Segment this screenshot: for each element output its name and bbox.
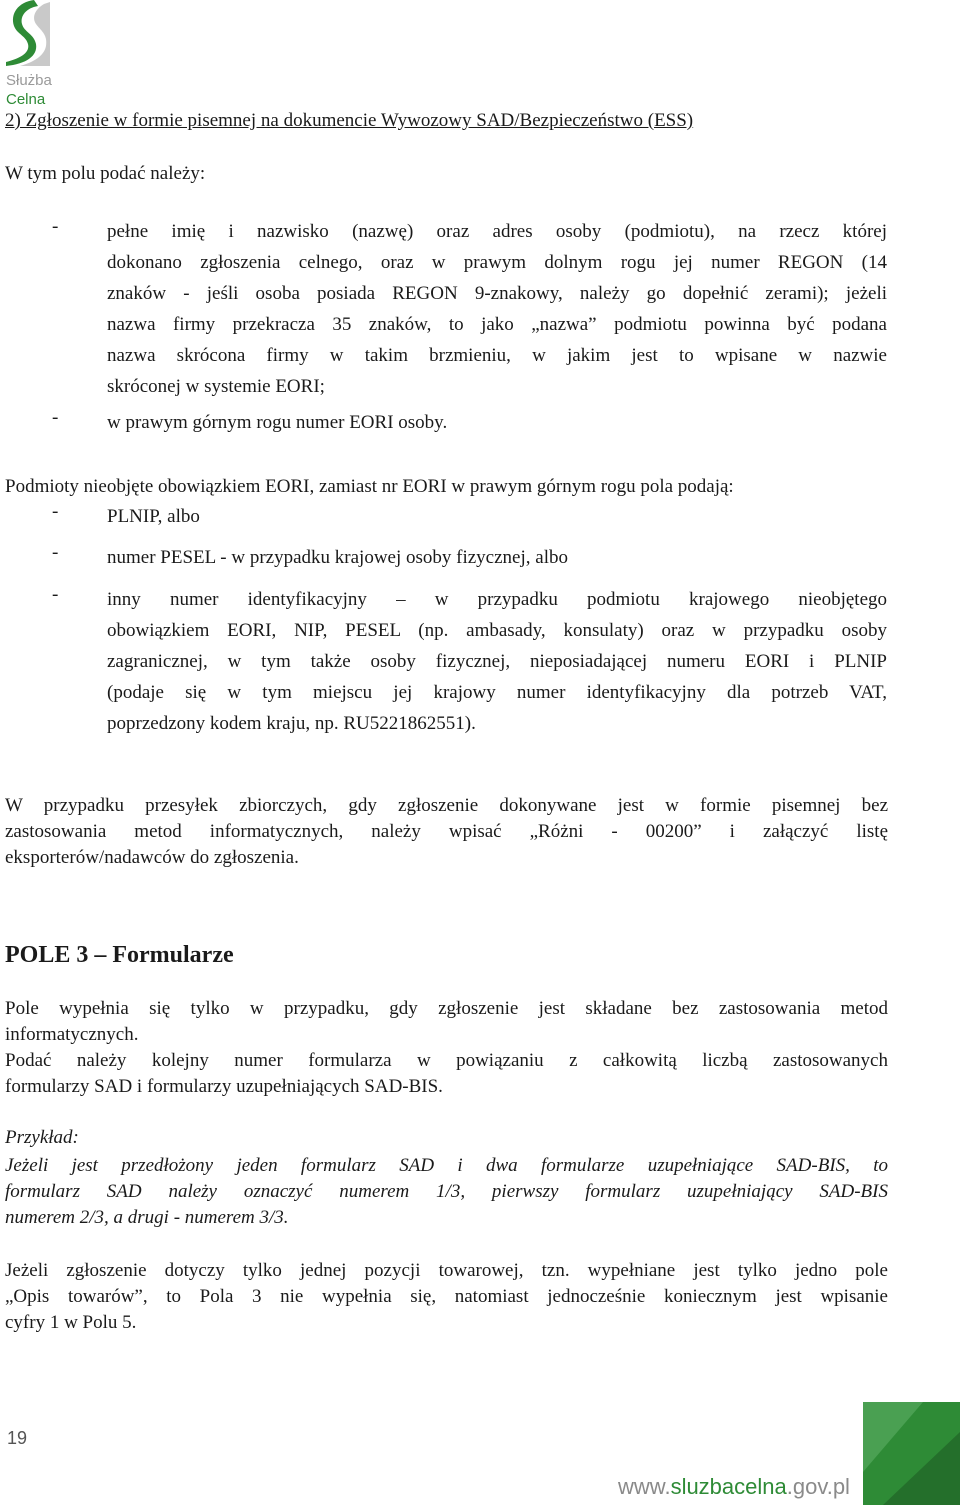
bullet-dash: - — [52, 407, 59, 428]
list-item-line: dokonano zgłoszenia celnego, oraz w prawym dolnym rogu jej numer REGON (14 — [107, 252, 887, 273]
logo-mark-icon — [4, 0, 50, 66]
corner-decoration-icon — [863, 1402, 960, 1505]
list-item-line: w prawym górnym rogu numer EORI osoby. — [107, 412, 448, 433]
sluzba-celna-logo — [2, 0, 72, 110]
paragraph-line: informatycznych. — [5, 1024, 139, 1045]
paragraph-line: formularz SAD należy oznaczyć numerem 1/3, pierwszy formularz uzupełniający SAD-BIS — [5, 1181, 888, 1202]
logo-text-line1: Służba — [6, 72, 52, 89]
footer-url-prefix: www. — [618, 1474, 671, 1499]
list-item-line: poprzedzony kodem kraju, np. RU5221862551). — [107, 713, 476, 734]
pole-paragraph-1 — [5, 996, 888, 1048]
example-paragraph — [5, 1153, 888, 1231]
paragraph-line: W przypadku przesyłek zbiorczych, gdy zgłoszenie dokonywane jest w formie pisemnej bez — [5, 795, 888, 816]
list-item-line: (podaje się w tym miejscu jej krajowy numer identyfikacyjny dla potrzeb VAT, — [107, 682, 887, 703]
page-number: 19 — [7, 1428, 28, 1448]
logo-text-line2: Celna — [6, 91, 46, 108]
paragraph-line: cyfry 1 w Polu 5. — [5, 1312, 137, 1333]
paragraph-line: Pole wypełnia się tylko w przypadku, gdy zgłoszenie jest składane bez zastosowania metod — [5, 998, 888, 1019]
example-label: Przykład: — [5, 1127, 79, 1148]
eori-intro: Podmioty nieobjęte obowiązkiem EORI, zamiast nr EORI w prawym górnym rogu pola podają: — [5, 476, 734, 497]
list-item-line: znaków - jeśli osoba posiada REGON 9-znakowy, należy go dopełnić zerami); jeżeli — [107, 283, 887, 304]
list-item-line: PLNIP, albo — [107, 506, 200, 527]
list-item-line: zagranicznej, w tym także osoby fizycznej, nieposiadającej numeru EORI i PLNIP — [107, 651, 887, 672]
bullet-dash: - — [52, 542, 59, 563]
footer-url-suffix: .gov.pl — [786, 1474, 850, 1499]
list-item — [107, 216, 887, 402]
paragraph-line: Jeżeli jest przedłożony jeden formularz SAD i dwa formularze uzupełniające SAD-BIS, to — [5, 1155, 888, 1176]
footer-url-domain: sluzbacelna — [670, 1474, 787, 1499]
intro-text: W tym polu podać należy: — [5, 163, 206, 184]
paragraph-line: zastosowania metod informatycznych, należy wpisać „Różni - 00200” i załączyć listę — [5, 821, 888, 842]
pole-heading: POLE 3 – Formularze — [5, 942, 234, 968]
paragraph-line: Jeżeli zgłoszenie dotyczy tylko jednej pozycji towarowej, tzn. wypełniane jest tylko jedno pole — [5, 1260, 888, 1281]
final-paragraph — [5, 1258, 888, 1336]
list-item-line: obowiązkiem EORI, NIP, PESEL (np. ambasady, konsulaty) oraz w przypadku osoby — [107, 620, 887, 641]
list-item-line: nazwa firmy przekracza 35 znaków, to jako „nazwa” podmiotu powinna być podana — [107, 314, 887, 335]
bullet-dash: - — [52, 584, 59, 605]
footer-url[interactable] — [618, 1474, 850, 1500]
list-item — [107, 584, 887, 739]
bullet-dash: - — [52, 501, 59, 522]
bullet-dash: - — [52, 216, 59, 237]
list-item-line: inny numer identyfikacyjny – w przypadku podmiotu krajowego nieobjętego — [107, 589, 887, 610]
paragraph-line: „Opis towarów”, to Pola 3 nie wypełnia się, natomiast jednocześnie koniecznym jest wpisanie — [5, 1286, 888, 1307]
pole-paragraph-2 — [5, 1048, 888, 1100]
paragraph-line: numerem 2/3, a drugi - numerem 3/3. — [5, 1207, 289, 1228]
list-item-line: numer PESEL - w przypadku krajowej osoby fizycznej, albo — [107, 547, 568, 568]
paragraph-line: eksporterów/nadawców do zgłoszenia. — [5, 847, 299, 868]
list-item-line: skróconej w systemie EORI; — [107, 376, 325, 397]
list-item — [107, 407, 887, 438]
list-item-line: nazwa skrócona firmy w takim brzmieniu, w jakim jest to wpisane w nazwie — [107, 345, 887, 366]
paragraph-line: formularzy SAD i formularzy uzupełniających SAD-BIS. — [5, 1076, 443, 1097]
section-title: 2) Zgłoszenie w formie pisemnej na dokumencie Wywozowy SAD/Bezpieczeństwo (ESS) — [5, 110, 694, 131]
list-item-line: pełne imię i nazwisko (nazwę) oraz adres osoby (podmiotu), na rzecz której — [107, 221, 887, 242]
collective-paragraph — [5, 793, 888, 871]
paragraph-line: Podać należy kolejny numer formularza w powiązaniu z całkowitą liczbą zastosowanych — [5, 1050, 888, 1071]
list-item — [107, 501, 887, 532]
list-item — [107, 542, 887, 573]
